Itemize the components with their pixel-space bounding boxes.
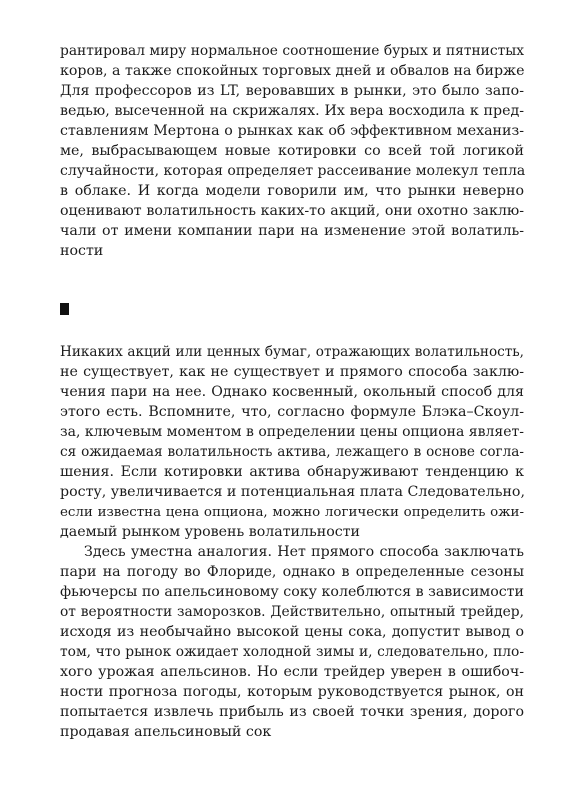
text-line: пари на погоду во Флориде, однако в определенные сезоны — [60, 564, 524, 580]
text-line: ся ожидаемая волатильность актива, лежащего в основе согла- — [60, 444, 524, 460]
text-line: исходя из необычайно высокой цены сока, допустит вывод о — [60, 624, 524, 640]
text-line: том, что рынок ожидает холодной зимы и, следовательно, пло- — [60, 644, 524, 660]
text-line: Здесь уместна аналогия. Нет прямого способа заключать — [84, 544, 524, 560]
text-line: попытается извлечь прибыль из своей точки зрения, дорого — [60, 704, 524, 720]
text-line: не существует, как не существует и прямого способа заклю- — [60, 364, 524, 380]
text-line: если известна цена опциона, можно логически определить ожи- — [60, 505, 524, 520]
text-line: Никаких акций или ценных бумаг, отражающих волатильность, — [60, 344, 524, 360]
text-line: в облаке. И когда модели говорили им, что рынки неверно — [60, 183, 524, 199]
text-line: даемый рынком уровень волатильности — [60, 524, 361, 540]
text-line: случайности, которая определяет рассеивание молекул тепла — [60, 163, 526, 179]
text-line: ставлениям Мертона о рынках как об эффективном механиз- — [60, 123, 524, 139]
text-line: ности — [60, 243, 104, 259]
text-line: за, ключевым моментом в определении цены опциона являет- — [60, 424, 524, 440]
text-line: продавая апельсиновый сок — [60, 724, 272, 740]
text-line: росту, увеличивается и потенциальная плата Следовательно, — [60, 484, 525, 500]
text-line: Для профессоров из LT, веровавших в рынки, это было запо- — [60, 83, 524, 99]
section-mark-icon — [60, 303, 69, 315]
text-line: фьючерсы по апельсиновому соку колеблются в зависимости — [60, 584, 524, 600]
text-line: чали от имени компании пари на изменение этой волатиль- — [60, 223, 524, 239]
text-line: от вероятности заморозков. Действительно, опытный трейдер, — [60, 604, 524, 620]
text-line: хого урожая апельсинов. Но если трейдер уверен в ошибоч- — [60, 664, 524, 680]
text-line: оценивают волатильность каких-то акций, они охотно заклю- — [60, 203, 524, 219]
text-line: коров, а также спокойных торговых дней и обвалов на бирже — [60, 63, 525, 79]
text-line: ме, выбрасывающем новые котировки со всей той логикой — [60, 143, 524, 159]
text-line: этого есть. Вспомните, что, согласно формуле Блэка–Скоул- — [60, 404, 524, 420]
text-line: ности прогноза погоды, которым руководствуется рынок, он — [60, 684, 524, 700]
text-line: чения пари на нее. Однако косвенный, окольный способ для — [60, 384, 524, 400]
text-line: рантировал миру нормальное соотношение бурых и пятнистых — [60, 43, 524, 59]
text-line: ведью, высеченной на скрижалях. Их вера восходила к пред- — [60, 103, 524, 119]
text-line: шения. Если котировки актива обнаруживают тенденцию к — [60, 464, 524, 480]
